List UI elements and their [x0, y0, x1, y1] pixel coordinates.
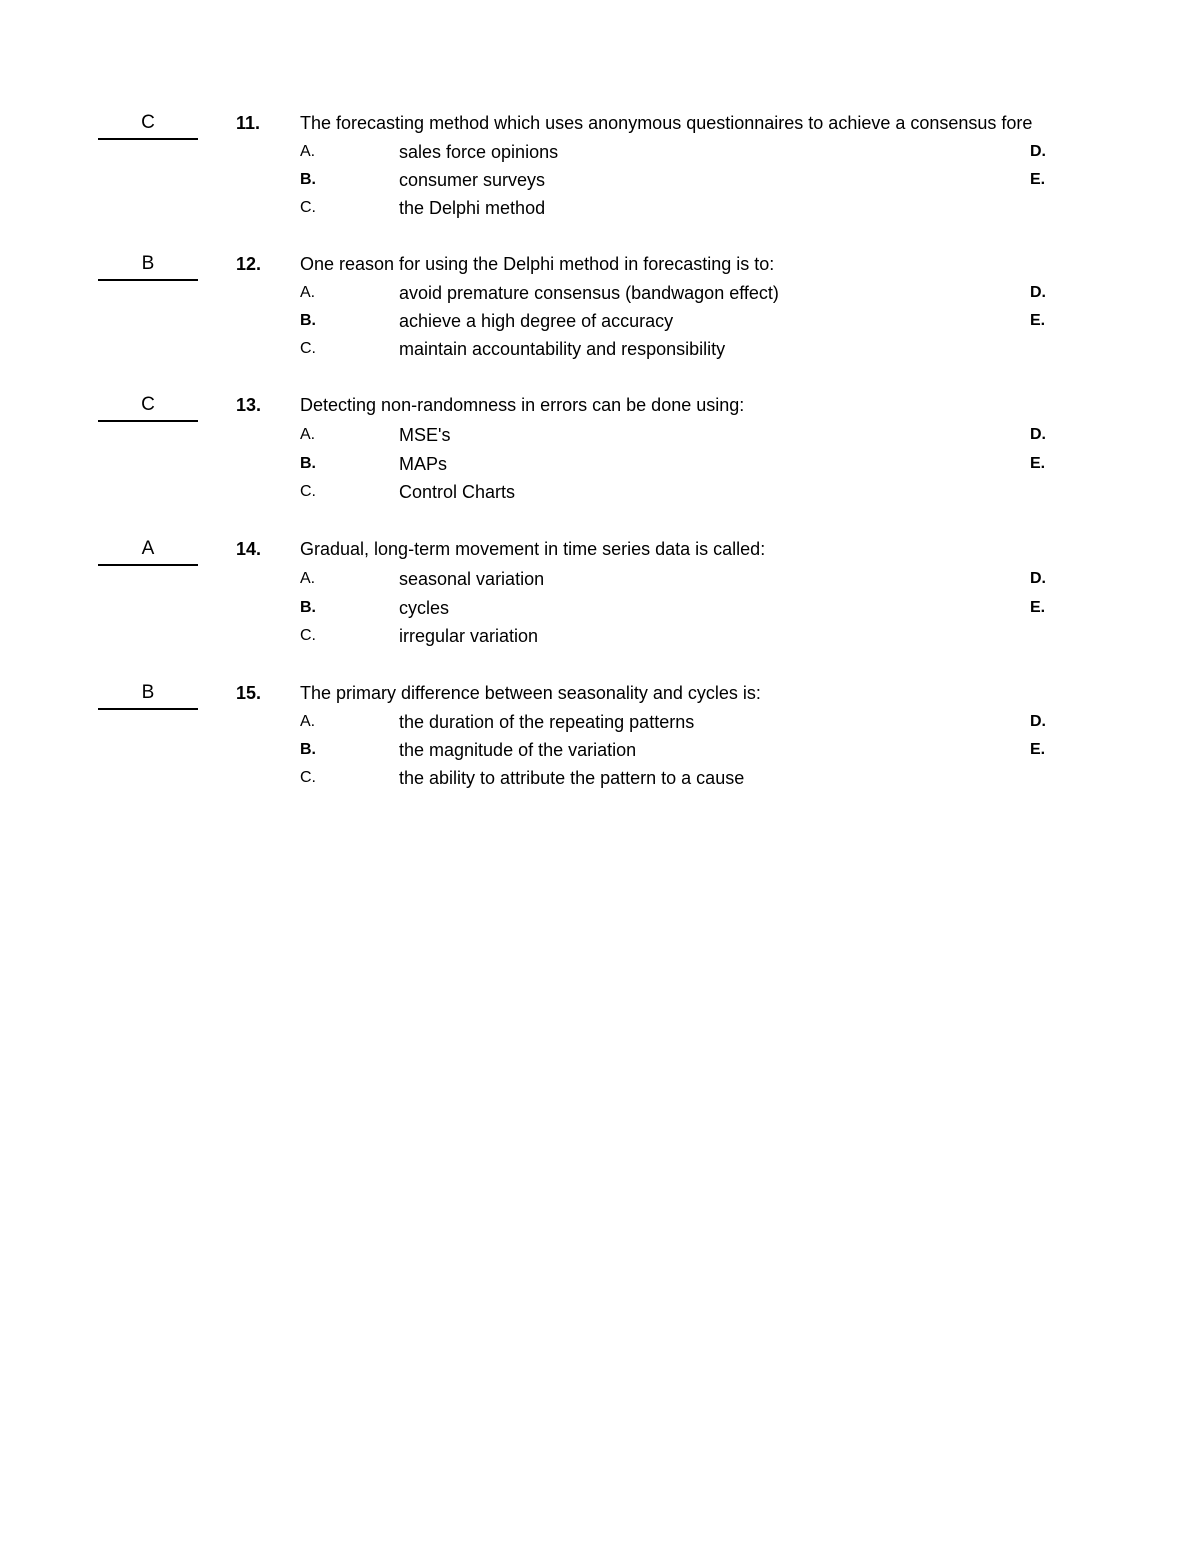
option-b-text: achieve a high degree of accuracy [399, 311, 674, 331]
option-e-letter: E. [1030, 455, 1046, 472]
question-11 [0, 112, 1200, 262]
option-c-letter: C. [300, 769, 316, 786]
option-a-text: sales force opinions [399, 142, 559, 162]
answer-key: A [98, 538, 198, 566]
option-c-text: the Delphi method [399, 198, 546, 218]
question-number: 11. [236, 113, 261, 133]
option-b-text: MAPs [399, 454, 448, 474]
option-c-text: irregular variation [399, 626, 539, 646]
option-d-letter: D. [1030, 570, 1046, 587]
option-a-letter: A. [300, 570, 316, 587]
option-a-letter: A. [300, 713, 316, 730]
option-c-letter: C. [300, 483, 316, 500]
option-c-letter: C. [300, 627, 316, 644]
option-d-letter: D. [1030, 143, 1046, 160]
question-number: 13. [236, 395, 262, 415]
option-e-letter: E. [1030, 171, 1046, 188]
question-text: One reason for using the Delphi method in forecasting is to: [300, 254, 775, 274]
option-b-letter: B. [300, 741, 316, 758]
option-c-text: Control Charts [399, 482, 516, 502]
option-a-letter: A. [300, 426, 316, 443]
option-d-letter: D. [1030, 284, 1046, 301]
question-number: 12. [236, 254, 262, 274]
option-a-text: seasonal variation [399, 569, 545, 589]
option-c-letter: C. [300, 340, 316, 357]
option-b-letter: B. [300, 599, 316, 616]
option-b-letter: B. [300, 171, 316, 188]
option-a-text: avoid premature consensus (bandwagon effect) [399, 283, 779, 303]
option-b-text: the magnitude of the variation [399, 740, 637, 760]
answer-key: B [98, 682, 198, 710]
question-number: 14. [236, 539, 262, 559]
question-text: Detecting non-randomness in errors can be done using: [300, 395, 745, 415]
question-13 [0, 394, 1200, 544]
question-text: Gradual, long-term movement in time series data is called: [300, 539, 766, 559]
option-e-letter: E. [1030, 312, 1046, 329]
question-12 [0, 253, 1200, 403]
option-b-text: cycles [399, 598, 450, 618]
answer-key: B [98, 253, 198, 281]
question-text: The forecasting method which uses anonymous questionnaires to achieve a consensus fore [300, 113, 1033, 133]
question-14 [0, 538, 1200, 688]
option-c-text: the ability to attribute the pattern to a cause [399, 768, 745, 788]
option-a-letter: A. [300, 143, 316, 160]
answer-key: C [98, 112, 198, 140]
option-c-letter: C. [300, 199, 316, 216]
option-d-letter: D. [1030, 426, 1046, 443]
option-d-letter: D. [1030, 713, 1046, 730]
option-b-text: consumer surveys [399, 170, 546, 190]
option-e-letter: E. [1030, 741, 1046, 758]
option-e-letter: E. [1030, 599, 1046, 616]
option-a-text: the duration of the repeating patterns [399, 712, 695, 732]
option-b-letter: B. [300, 455, 316, 472]
answer-key: C [98, 394, 198, 422]
option-c-text: maintain accountability and responsibility [399, 339, 726, 359]
question-number: 15. [236, 683, 262, 703]
question-15 [0, 682, 1200, 832]
question-text: The primary difference between seasonality and cycles is: [300, 683, 761, 703]
option-a-letter: A. [300, 284, 316, 301]
option-a-text: MSE's [399, 425, 451, 445]
option-b-letter: B. [300, 312, 316, 329]
